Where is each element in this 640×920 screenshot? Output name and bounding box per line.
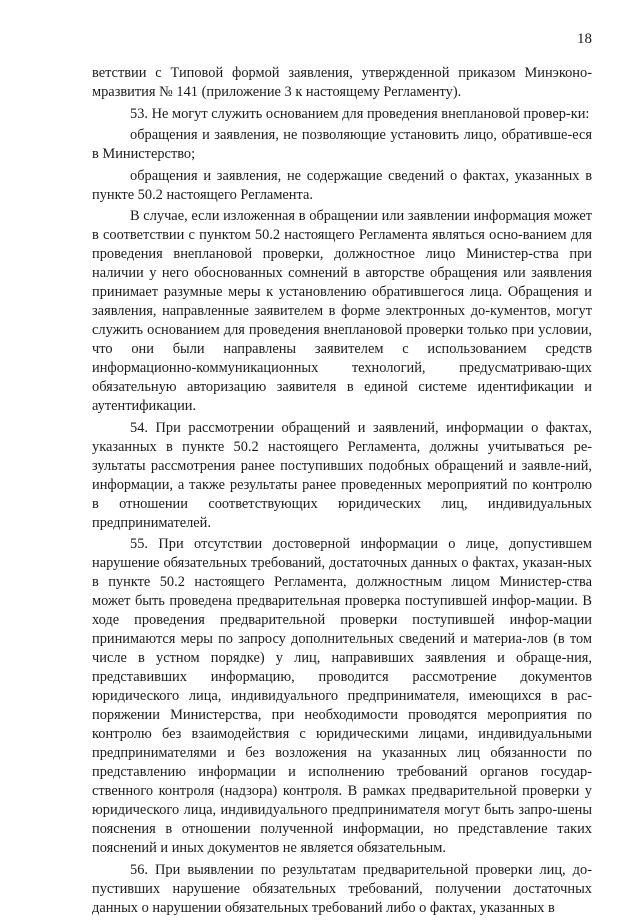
paragraph-item-55: 55. При отсутствии достоверной информации о лице, допустившем нарушение обязательных требований, достаточных данных о фактах, указан-ных в пункте 50.2 настоящего Регламента, должностным лицом Министер-ства может быть проведена предварительная проверка поступившей инфор-мации. В ходе проведения предварительной проверки поступившей инфор-мации принимаются меры по запросу дополнительных сведений и материа-лов (в том числе в устном порядке) у лиц, направивших заявления и обраще-ния, представивших информацию, проводится рассмотрение документов юридического лица, индивидуального предпринимателя, имеющихся в рас-поряжении Министерства, при необходимости проводятся мероприятия по контролю без взаимодействия с юридическими лицами, индивидуальными предпринимателями и без возложения на указанных лиц обязанности по представлению информации и исполнению требований органов государ-ственного контроля (надзора) контроля. В рамках предварительной проверки у юридического лица, индивидуального предпринимателя могут быть запро-шены пояснения в отношении полученной информации, но представление таких пояснений и иных документов не является обязательным.: [92, 536, 592, 856]
paragraph-item-53-c: В случае, если изложенная в обращении или заявлении информация может в соответствии с пунктом 50.2 настоящего Регламента являться осно-ванием для проведения внеплановой проверки, должностное лицо Министер-ства при наличии у него обоснованных сомнений в авторстве обращения или заявления принимает разумные меры к установлению обратившегося лица. Обращения и заявления, направленные заявителем в форме электронных до-кументов, могут служить основанием для проведения внеплановой проверки только при условии, что они были направлены заявителем с использованием средств информационно-коммуникационных технологий, предусматриваю-щих обязательную авторизацию заявителя в единой системе идентификации и аутентификации.: [92, 208, 592, 414]
page-number: 18: [577, 31, 592, 47]
paragraph-item-53-b: обращения и заявления, не содержащие сведений о фактах, указанных в пункте 50.2 настоящего Регламента.: [92, 167, 592, 203]
paragraph-item-56: 56. При выявлении по результатам предварительной проверки лиц, до-пустивших нарушение обязательных требований, получении достаточных данных о нарушении обязательных требований либо о фактах, указанных в: [92, 861, 592, 916]
body-text: [92, 64, 592, 920]
paragraph-item-54: 54. При рассмотрении обращений и заявлений, информации о фактах, указанных в пункте 50.2 настоящего Регламента, должны учитываться ре-зультаты рассмотрения ранее поступивших подобных обращений и заявле-ний, информации, а также результаты ранее проведенных мероприятий по контролю в отношении соответствующих юридических лиц, индивидуальных предпринимателей.: [92, 419, 592, 531]
paragraph-continuation: ветствии с Типовой формой заявления, утвержденной приказом Минэконо-мразвития № 141 (приложение 3 к настоящему Регламенту).: [92, 65, 592, 100]
paragraph-item-53-a: обращения и заявления, не позволяющие установить лицо, обративше-еся в Министерство;: [92, 127, 592, 162]
paragraph-item-53: 53. Не могут служить основанием для проведения внеплановой провер-ки:: [130, 105, 590, 122]
